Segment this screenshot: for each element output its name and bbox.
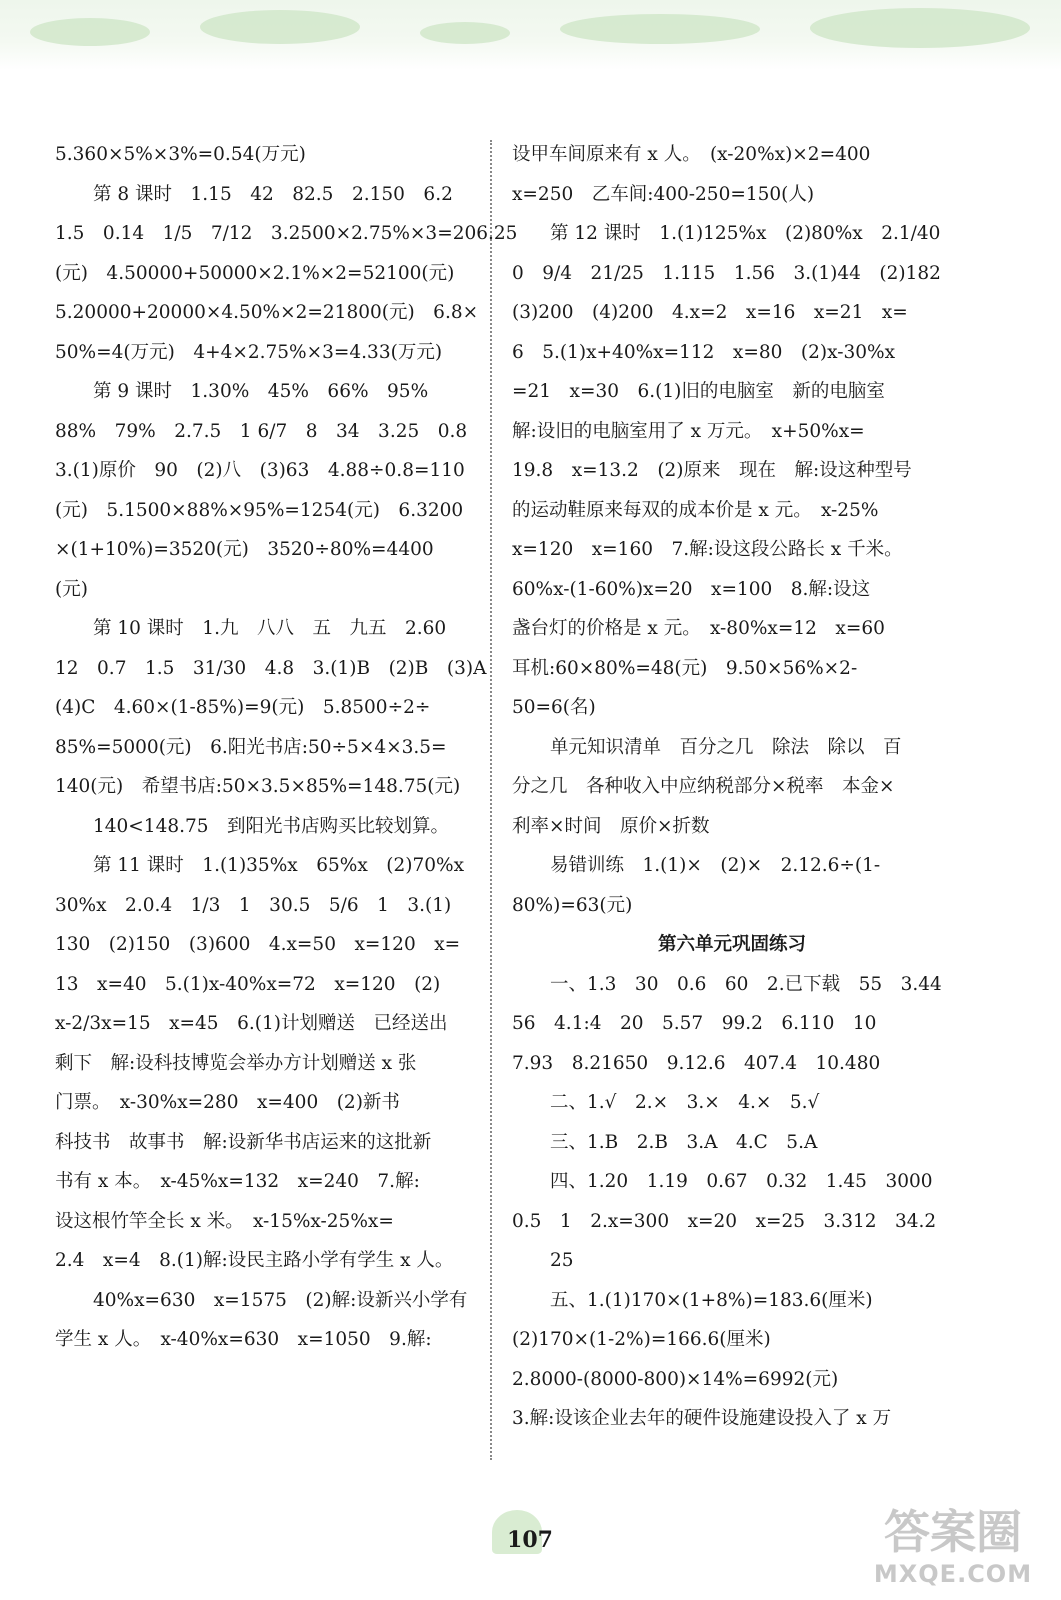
lesson-heading-line: 第 9 课时 1.30% 45% 66% 95%	[93, 381, 429, 402]
text-line: 剩下 解:设科技博览会举办方计划赠送 x 张	[55, 1052, 417, 1074]
text-line: 四、1.20 1.19 0.67 0.32 1.45 3000	[550, 1171, 933, 1192]
text-line: 140<148.75 到阳光书店购买比较划算。	[93, 815, 450, 837]
text-line: 耳机:60×80%=48(元) 9.50×56%×2-	[512, 657, 858, 679]
decorative-blob	[810, 8, 1030, 48]
watermark-text: 答案圈	[884, 1505, 1022, 1559]
answer-column-right	[512, 135, 952, 1439]
text-line: 0 9/4 21/25 1.115 1.56 3.(1)44 (2)182	[512, 262, 941, 284]
text-line: x=120 x=160 7.解:设这段公路长 x 千米。	[512, 539, 903, 560]
text-line: 30%x 2.0.4 1/3 1 30.5 5/6 1 3.(1)	[55, 894, 452, 916]
text-line: 解:设旧的电脑室用了 x 万元。 x+50%x=	[512, 420, 865, 442]
text-line: 6 5.(1)x+40%x=112 x=80 (2)x-30%x	[512, 341, 896, 363]
text-line: 85%=5000(元) 6.阳光书店:50÷5×4×3.5=	[55, 736, 447, 758]
text-line: 2.4 x=4 8.(1)解:设民主路小学有学生 x 人。	[55, 1250, 454, 1271]
lesson-heading-line: 第 10 课时 1.九 八八 五 九五 2.60	[93, 618, 447, 639]
text-line: 50%=4(万元) 4+4×2.75%×3=4.33(万元)	[55, 341, 443, 363]
lesson-heading-line: 第 12 课时 1.(1)125%x (2)80%x 2.1/40	[550, 223, 941, 244]
section-heading-line: 易错训练 1.(1)× (2)× 2.12.6÷(1-	[550, 855, 881, 876]
text-line: 的运动鞋原来每双的成本价是 x 元。 x-25%	[512, 499, 879, 521]
text-line: 五、1.(1)170×(1+8%)=183.6(厘米)	[550, 1289, 873, 1311]
text-line: =21 x=30 6.(1)旧的电脑室 新的电脑室	[512, 381, 885, 402]
text-line: 3.解:设该企业去年的硬件设施建设投入了 x 万	[512, 1408, 892, 1429]
decorative-blob	[200, 10, 360, 44]
page-number: 107	[507, 1527, 553, 1553]
text-line: 盏台灯的价格是 x 元。 x-80%x=12 x=60	[512, 618, 885, 639]
text-line: 一、1.3 30 0.6 60 2.已下载 55 3.44	[550, 973, 942, 995]
text-line: x=250 乙车间:400-250=150(人)	[512, 183, 815, 205]
text-line: 40%x=630 x=1575 (2)解:设新兴小学有	[93, 1289, 468, 1311]
decorative-blob	[420, 22, 510, 44]
text-line: (元) 5.1500×88%×95%=1254(元) 6.3200	[55, 499, 464, 521]
text-line: 设这根竹竿全长 x 米。 x-15%x-25%x=	[55, 1210, 394, 1232]
watermark-logo	[858, 1505, 1048, 1600]
text-line: (2)170×(1-2%)=166.6(厘米)	[512, 1329, 771, 1350]
unit-review-heading: 第六单元巩固练习	[657, 934, 806, 955]
lesson-heading-line: 第 8 课时 1.15 42 82.5 2.150 6.2	[93, 183, 453, 205]
text-line: 门票。 x-30%x=280 x=400 (2)新书	[55, 1092, 400, 1113]
text-line: 50=6(名)	[512, 697, 596, 718]
text-line: 学生 x 人。 x-40%x=630 x=1050 9.解:	[55, 1329, 432, 1350]
text-line: 书有 x 本。 x-45%x=132 x=240 7.解:	[55, 1171, 420, 1192]
text-line: 分之几 各种收入中应纳税部分×税率 本金×	[512, 776, 895, 797]
text-line: 二、1.√ 2.× 3.× 4.× 5.√	[550, 1092, 820, 1113]
answer-column-left	[55, 135, 518, 1360]
text-line: x-2/3x=15 x=45 6.(1)计划赠送 已经送出	[55, 1013, 448, 1034]
decorative-blob	[30, 18, 150, 46]
text-line: 13 x=40 5.(1)x-40%x=72 x=120 (2)	[55, 973, 441, 995]
text-line: 设甲车间原来有 x 人。 (x-20%x)×2=400	[512, 144, 871, 165]
section-heading-line: 单元知识清单 百分之几 除法 除以 百	[550, 736, 902, 758]
text-line: 19.8 x=13.2 (2)原来 现在 解:设这种型号	[512, 460, 912, 481]
watermark-url: MXQE.COM	[873, 1560, 1033, 1588]
text-line: ×(1+10%)=3520(元) 3520÷80%=4400	[55, 539, 434, 560]
text-line: 130 (2)150 (3)600 4.x=50 x=120 x=	[55, 934, 461, 955]
column-divider	[490, 140, 492, 1460]
text-line: 利率×时间 原价×折数	[512, 815, 710, 837]
text-line: 7.93 8.21650 9.12.6 407.4 10.480	[512, 1052, 881, 1074]
text-line: 5.20000+20000×4.50%×2=21800(元) 6.8×	[55, 302, 479, 323]
text-line: 60%x-(1-60%)x=20 x=100 8.解:设这	[512, 578, 871, 600]
text-line: 0.5 1 2.x=300 x=20 x=25 3.312 34.2	[512, 1210, 937, 1232]
lesson-heading-line: 第 11 课时 1.(1)35%x 65%x (2)70%x	[93, 855, 465, 876]
text-line: 科技书 故事书 解:设新华书店运来的这批新	[55, 1131, 432, 1153]
text-line: 80%)=63(元)	[512, 894, 633, 916]
text-line: 三、1.B 2.B 3.A 4.C 5.A	[550, 1131, 818, 1153]
decorative-blob	[560, 14, 760, 44]
text-line: 140(元) 希望书店:50×3.5×85%=148.75(元)	[55, 776, 461, 797]
text-line: 56 4.1:4 20 5.57 99.2 6.110 10	[512, 1013, 877, 1034]
text-line: (3)200 (4)200 4.x=2 x=16 x=21 x=	[512, 302, 908, 323]
text-line: 88% 79% 2.7.5 1 6/7 8 34 3.25 0.8	[55, 420, 468, 442]
text-line: 5.360×5%×3%=0.54(万元)	[55, 144, 306, 165]
text-line: 25	[550, 1250, 574, 1271]
text-line: 12 0.7 1.5 31/30 4.8 3.(1)B (2)B (3)A	[55, 657, 487, 679]
text-line: (元)	[55, 578, 88, 600]
text-line: (元) 4.50000+50000×2.1%×2=52100(元)	[55, 262, 455, 284]
text-line: 1.5 0.14 1/5 7/12 3.2500×2.75%×3=206.25	[55, 223, 518, 244]
text-line: (4)C 4.60×(1-85%)=9(元) 5.8500÷2÷	[55, 697, 431, 718]
header-banner	[0, 0, 1061, 70]
text-line: 2.8000-(8000-800)×14%=6992(元)	[512, 1368, 839, 1390]
text-line: 3.(1)原价 90 (2)八 (3)63 4.88÷0.8=110	[55, 460, 465, 481]
